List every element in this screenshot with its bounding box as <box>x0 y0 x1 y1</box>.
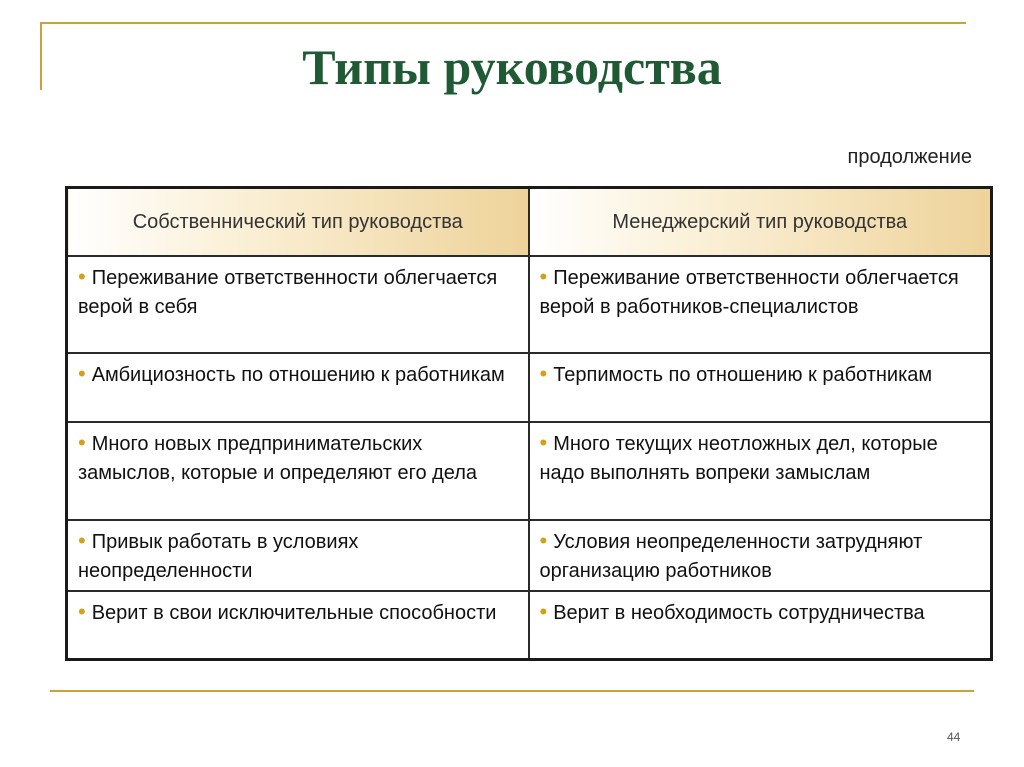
header-manager-type: Менеджерский тип руководства <box>529 188 992 257</box>
table-row <box>67 591 992 659</box>
bullet-icon: • <box>539 599 548 624</box>
table-row <box>67 256 992 353</box>
slide-subtitle: продолжение <box>847 146 972 168</box>
cell-text: Много текущих неотложных дел, которые надо выполнять вопреки замыслам <box>539 433 938 484</box>
header-owner-type: Собственнический тип руководства <box>67 188 529 257</box>
slide-title: Типы руководства <box>302 39 722 95</box>
page-number: 44 <box>947 730 961 744</box>
bullet-icon: • <box>78 361 86 386</box>
cell-text: Амбициозность по отношению к работникам <box>91 364 505 386</box>
bullet-icon: • <box>78 264 86 289</box>
table-cell <box>529 520 992 591</box>
cell-text: Верит в свои исключительные способности <box>91 602 497 624</box>
comparison-table <box>65 186 993 661</box>
cell-text: Верит в необходимость сотрудничества <box>553 602 925 624</box>
cell-text: Переживание ответственности облегчается верой в себя <box>78 267 498 318</box>
cell-text: Условия неопределенности затрудняют организацию работников <box>539 531 923 582</box>
cell-text: Терпимость по отношению к работникам <box>553 364 933 386</box>
cell-text: Много новых предпринимательских замыслов, которые и определяют его дела <box>78 433 478 484</box>
bullet-icon: • <box>539 528 548 553</box>
bullet-icon: • <box>78 430 86 455</box>
table-cell <box>529 422 992 520</box>
top-gold-rule <box>40 22 966 24</box>
bullet-icon: • <box>78 599 86 624</box>
table-cell <box>67 520 529 591</box>
table-row <box>67 353 992 422</box>
bullet-icon: • <box>78 528 86 553</box>
cell-text: Привык работать в условиях неопределенности <box>78 531 359 582</box>
bottom-gold-rule <box>50 690 974 692</box>
table-cell <box>529 353 992 422</box>
table-cell <box>529 256 992 353</box>
table-cell <box>67 591 529 659</box>
bullet-icon: • <box>539 361 548 386</box>
bullet-icon: • <box>539 264 548 289</box>
cell-text: Переживание ответственности облегчается верой в работников-специалистов <box>539 267 959 318</box>
table-cell <box>529 591 992 659</box>
table-row <box>67 520 992 591</box>
bullet-icon: • <box>539 430 548 455</box>
table-row <box>67 422 992 520</box>
table-cell <box>67 256 529 353</box>
table-cell <box>67 422 529 520</box>
table-cell <box>67 353 529 422</box>
table-header-row <box>67 188 992 257</box>
